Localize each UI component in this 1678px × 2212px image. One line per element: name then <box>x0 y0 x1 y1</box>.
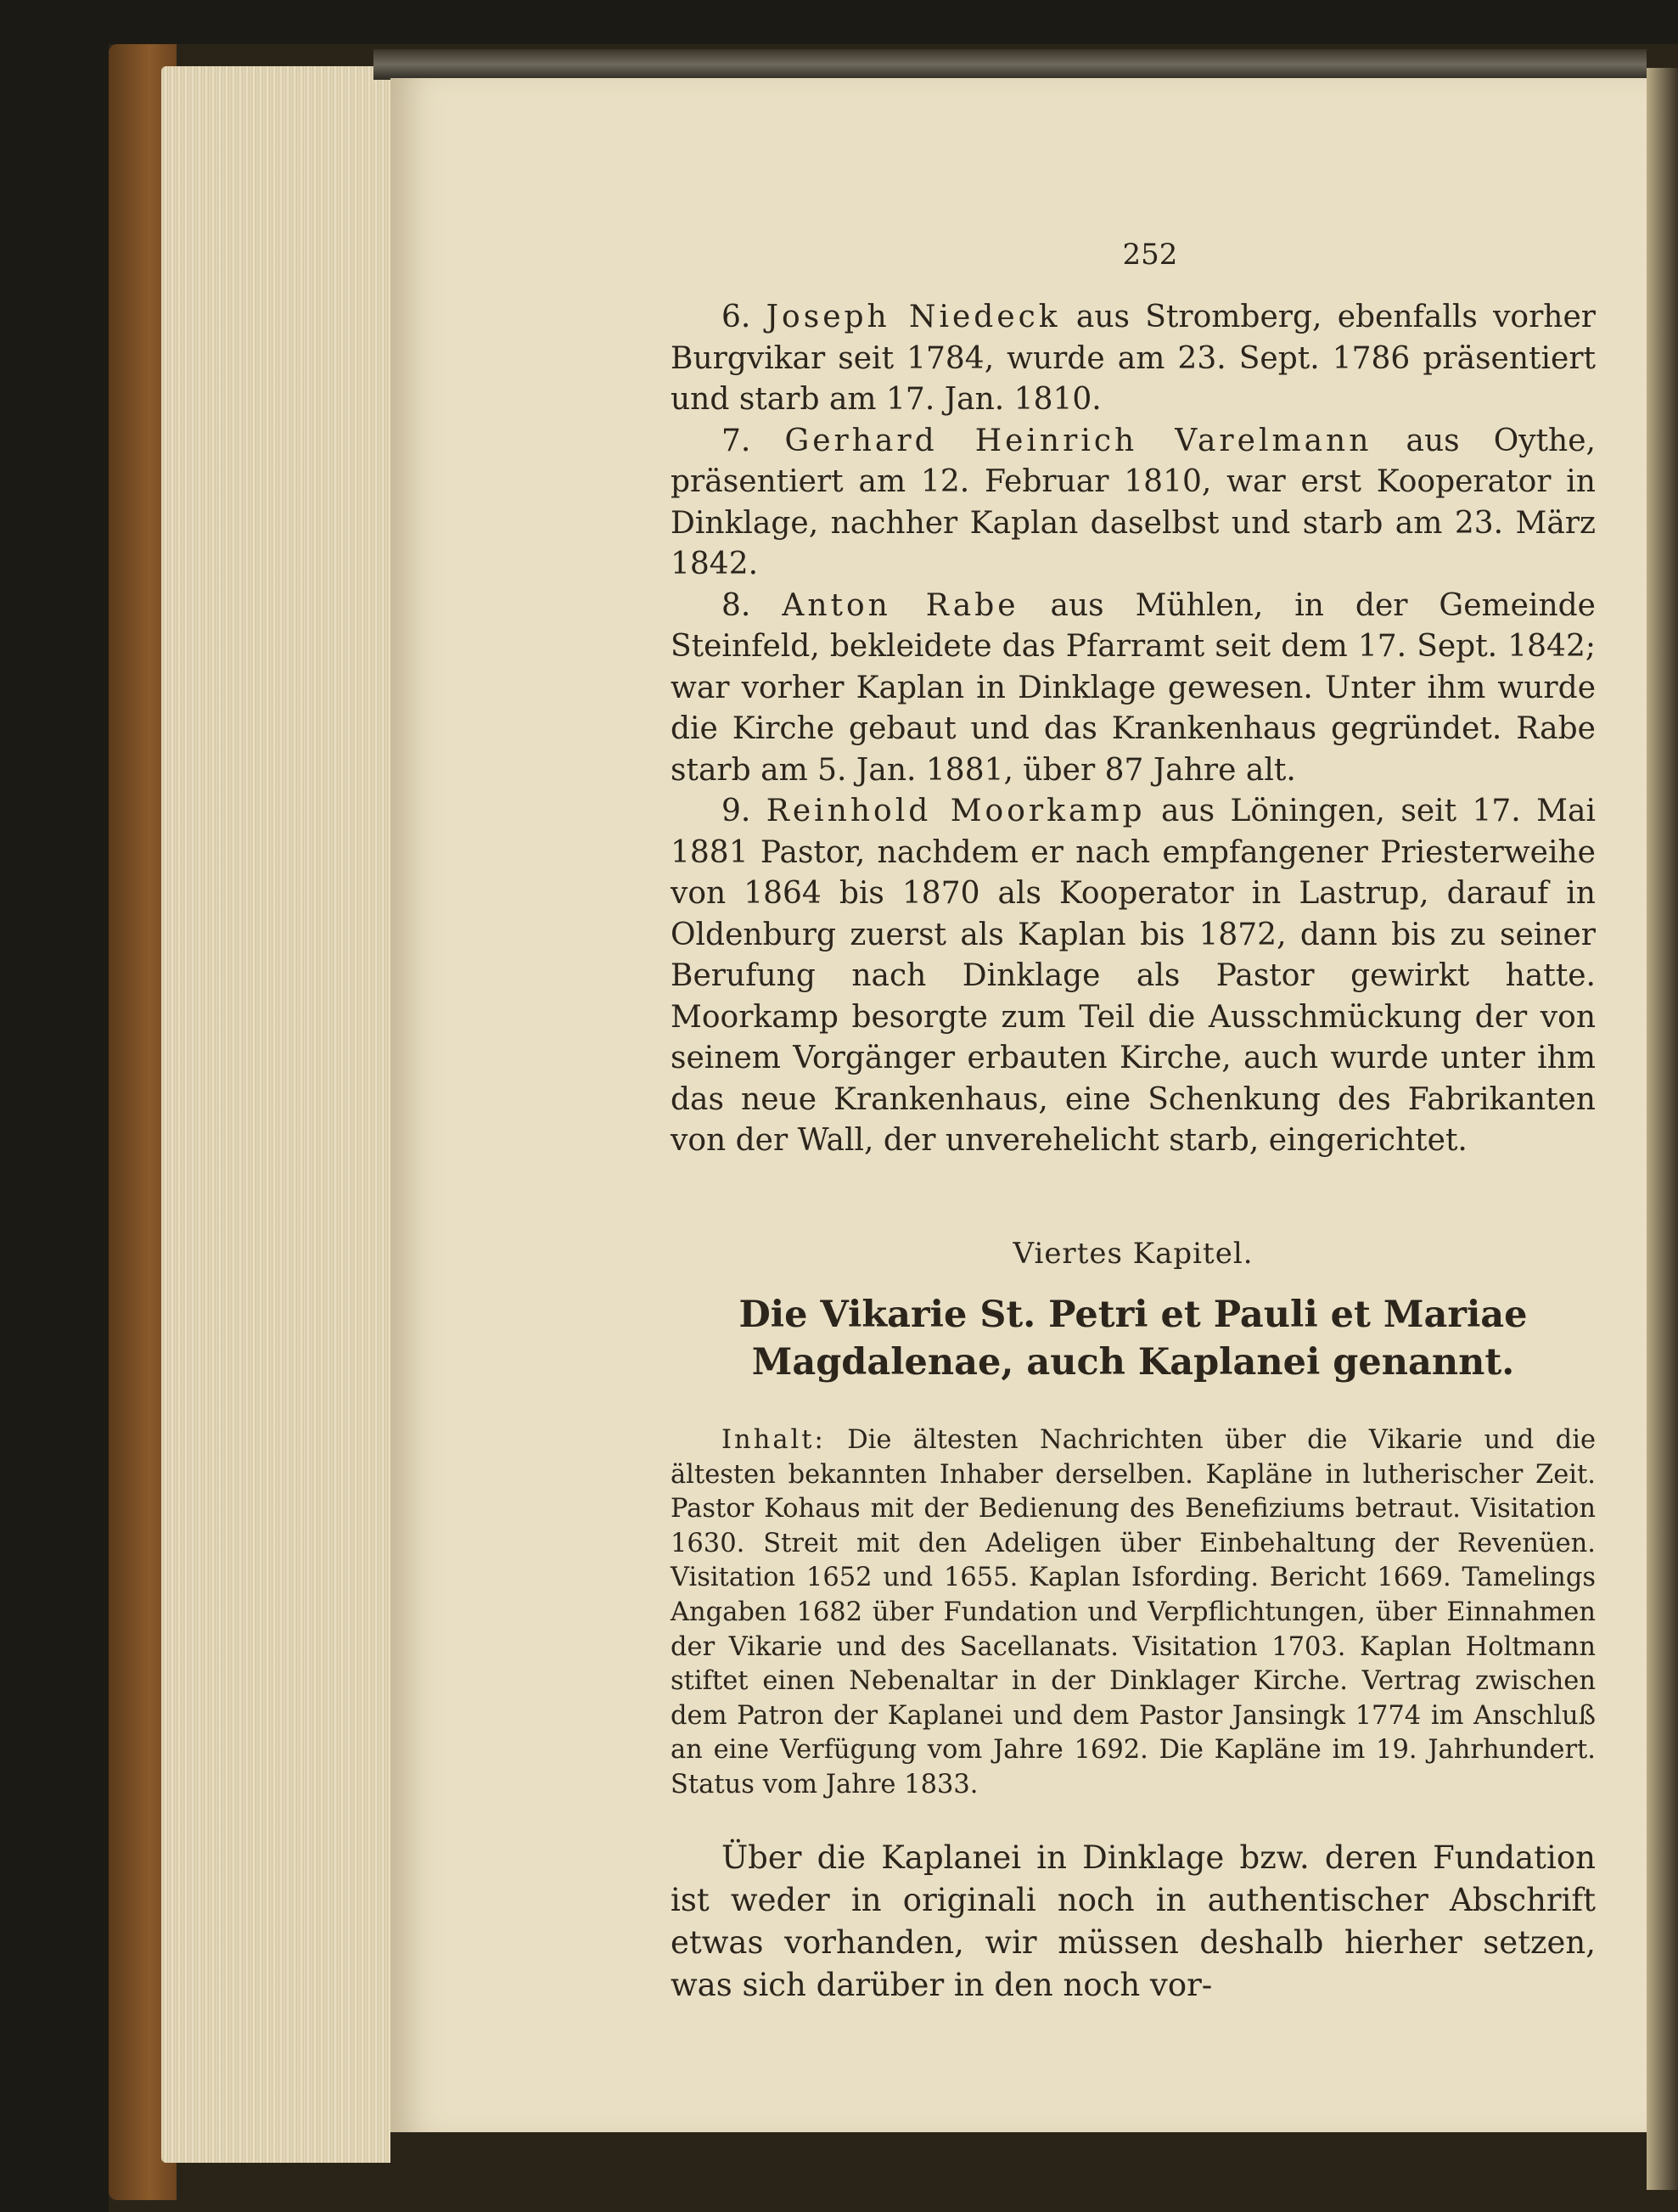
body-paragraph: Über die Kaplanei in Dinklage bzw. deren Fundation ist weder in originali noch in authentischer Abschrift etwas vorhanden, wir müssen deshalb hierher setzen, was sich darüber in den noch vor- <box>671 1839 1596 2003</box>
entry-9: 9. Reinhold Moorkamp aus Löningen, seit 17. Mai 1881 Pastor, nachdem er nach empfangener Priesterweihe von 1864 bis 1870 als Kooperator in Lastrup, darauf in Oldenburg zuerst als Kaplan bis 1872, dann bis zu seiner Berufung nach Dinklage als Pastor gewirkt hatte. Moorkamp besorgte zum Teil die Ausschmückung der von seinem Vorgänger erbauten Kirche, auch wurde unter ihm das neue Krankenhaus, eine Schenkung des Fabrikanten von der Wall, der unverehelicht starb, eingerichtet. <box>671 794 1596 1158</box>
page-text <box>671 238 1596 2038</box>
book-gutter <box>1647 68 1678 2190</box>
page-edges <box>161 66 390 2163</box>
entry-name: Anton Rabe <box>782 587 1019 623</box>
entry-6: 6. Joseph Niedeck aus Stromberg, ebenfalls vorher Burgvikar seit 1784, wurde am 23. Sept. 1786 präsentiert und starb am 17. Jan. 1810. <box>671 300 1596 417</box>
entry-8: 8. Anton Rabe aus Mühlen, in der Gemeinde Steinfeld, bekleidete das Pfarramt seit dem 17. Sept. 1842; war vorher Kaplan in Dinklage gewesen. Unter ihm wurde die Kirche gebaut und das Krankenhaus gegründet. Rabe starb am 5. Jan. 1881, über 87 Jahre alt. <box>671 587 1596 788</box>
section-heading: Die Vikarie St. Petri et Pauli et Mariae Magdalenae, auch Kaplanei genannt. <box>738 1294 1528 1384</box>
summary-paragraph: Inhalt: Die ältesten Nachrichten über die Vikarie und die ältesten bekannten Inhaber derselben. Kapläne in lutherischer Zeit. Pastor Kohaus mit der Bedienung des Benefiziums betraut. Visitation 1630. Streit mit den Adeligen über Einbehaltung der Revenüen. Visitation 1652 und 1655. Kaplan Isfording. Bericht 1669. Tamelings Angaben 1682 über Fundation und Verpflichtungen, über Einnahmen der Vikarie und des Sacellanats. Visitation 1703. Kaplan Holtmann stiftet einen Nebenaltar in der Dinklager Kirche. Vertrag zwischen dem Patron der Kaplanei und dem Pastor Jansingk 1774 im Anschluß an eine Verfügung vom Jahre 1692. Die Kapläne im 19. Jahrhundert. Status vom Jahre 1833. <box>671 1425 1596 1799</box>
page-number: 252 <box>1122 238 1178 272</box>
entry-name: Gerhard Heinrich Varelmann <box>784 423 1372 458</box>
entry-7: 7. Gerhard Heinrich Varelmann aus Oythe, präsentiert am 12. Februar 1810, war erst Kooperator in Dinklage, nachher Kaplan daselbst und starb am 23. März 1842. <box>671 423 1596 581</box>
entry-name: Reinhold Moorkamp <box>766 794 1146 828</box>
book-top-binding <box>373 49 1647 80</box>
summary-lead: Inhalt: <box>721 1425 826 1455</box>
chapter-title: Viertes Kapitel. <box>1013 1236 1254 1271</box>
entry-name: Joseph Niedeck <box>766 300 1061 334</box>
